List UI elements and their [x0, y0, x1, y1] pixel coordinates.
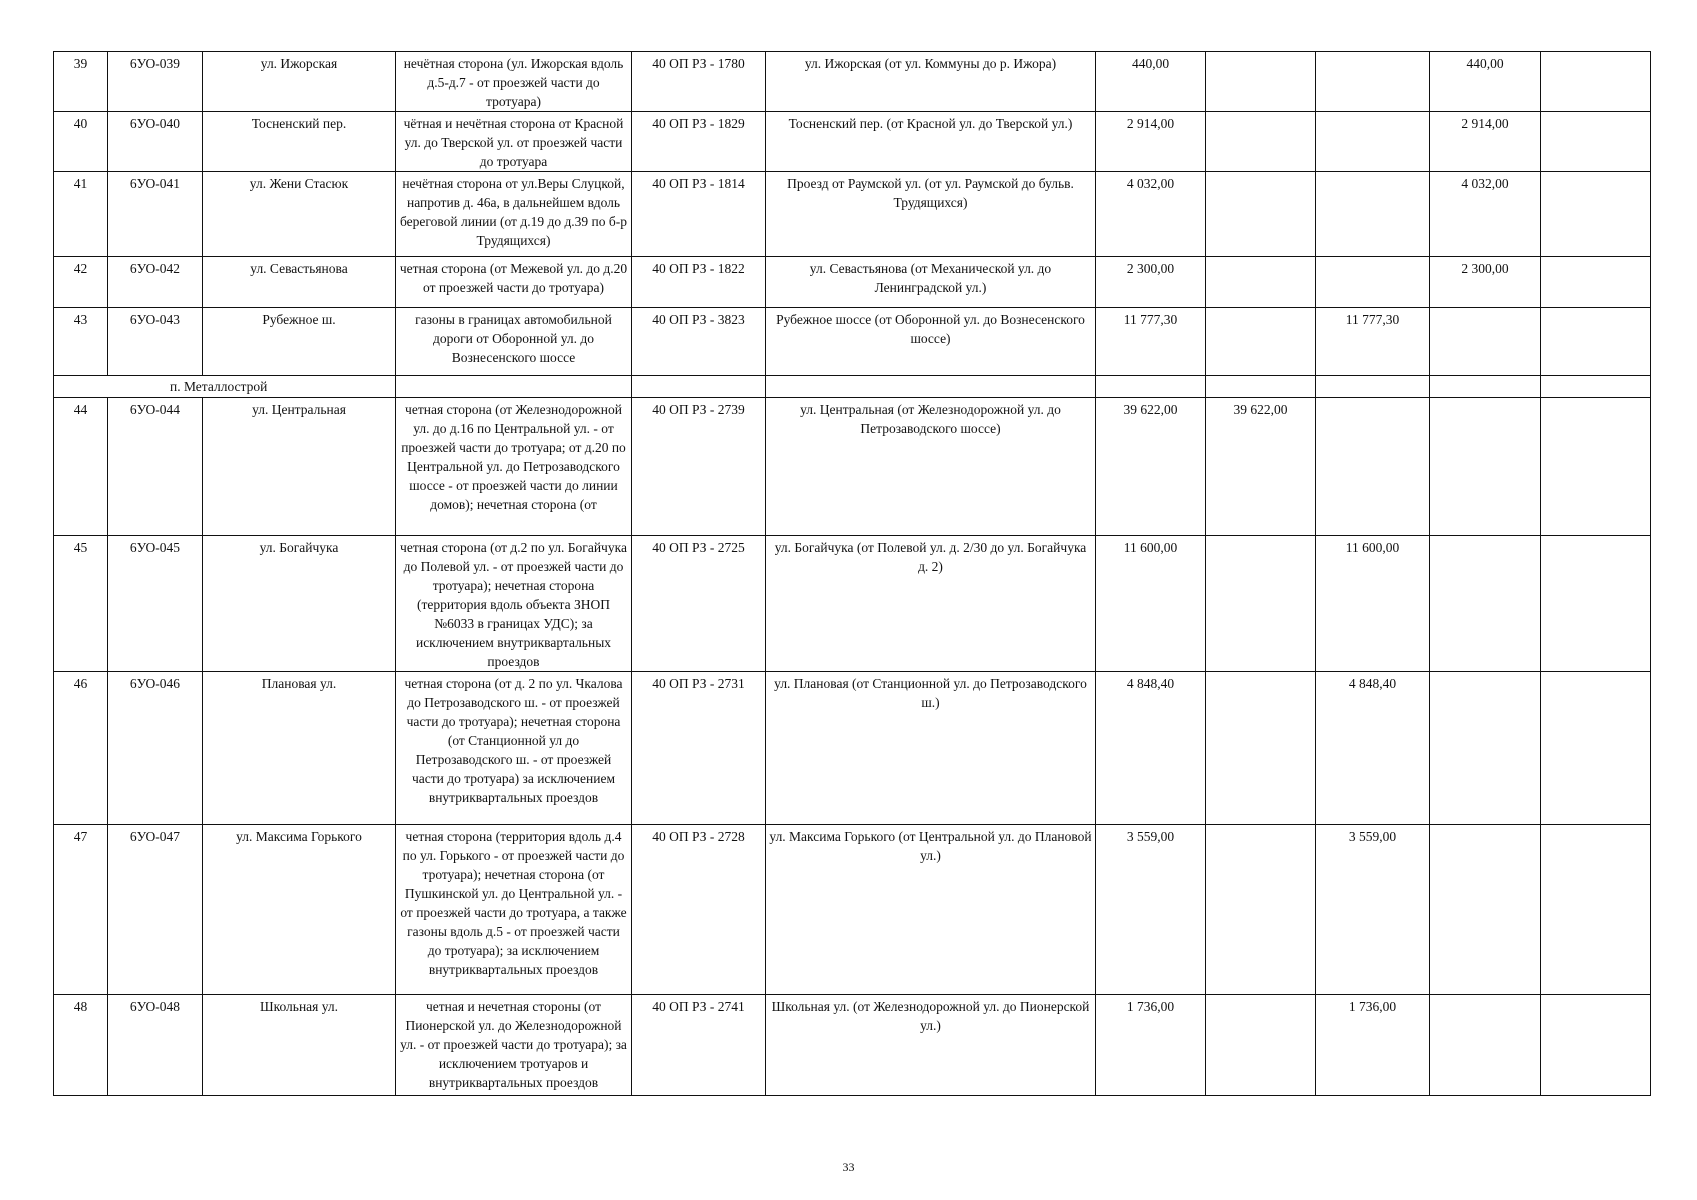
road-id: 40 ОП РЗ - 1822 [632, 257, 766, 308]
area-col-1: 39 622,00 [1206, 398, 1316, 536]
empty-cell [1096, 376, 1206, 398]
area-col-3 [1430, 995, 1541, 1096]
empty-cell [766, 376, 1096, 398]
row-number: 43 [54, 308, 108, 376]
area-col-3: 2 914,00 [1430, 112, 1541, 172]
empty-cell [1316, 376, 1430, 398]
total-area: 39 622,00 [1096, 398, 1206, 536]
register-table [53, 51, 1651, 1096]
area-col-4 [1541, 52, 1651, 112]
empty-cell [632, 376, 766, 398]
table-row [54, 172, 1651, 257]
area-description: четная и нечетная стороны (от Пионерской ул. до Железнодорожной ул. - от проезжей части до тротуара); за исключением тротуаров и внутриквартальных проездов [396, 995, 632, 1096]
area-col-4 [1541, 257, 1651, 308]
row-number: 44 [54, 398, 108, 536]
area-col-1 [1206, 257, 1316, 308]
road-name: ул. Плановая (от Станционной ул. до Петрозаводского ш.) [766, 672, 1096, 825]
area-col-4 [1541, 995, 1651, 1096]
total-area: 4 032,00 [1096, 172, 1206, 257]
object-code: 6УО-042 [108, 257, 203, 308]
total-area: 11 600,00 [1096, 536, 1206, 672]
area-col-4 [1541, 308, 1651, 376]
area-description: четная сторона (территория вдоль д.4 по ул. Горького - от проезжей части до тротуара); нечетная сторона (от Пушкинской ул. до Центральной ул. - от проезжей части до тротуара, а также газоны вдоль д.5 - от проезжей части до тротуара); за исключением внутриквартальных проездов [396, 825, 632, 995]
table-row [54, 536, 1651, 672]
road-id: 40 ОП РЗ - 1780 [632, 52, 766, 112]
area-col-3 [1430, 398, 1541, 536]
area-description: газоны в границах автомобильной дороги от Оборонной ул. до Вознесенского шоссе [396, 308, 632, 376]
street-name: ул. Центральная [203, 398, 396, 536]
area-col-2 [1316, 172, 1430, 257]
road-id: 40 ОП РЗ - 2739 [632, 398, 766, 536]
area-col-1 [1206, 52, 1316, 112]
row-number: 48 [54, 995, 108, 1096]
area-col-3 [1430, 308, 1541, 376]
object-code: 6УО-047 [108, 825, 203, 995]
road-id: 40 ОП РЗ - 2731 [632, 672, 766, 825]
empty-cell [1430, 376, 1541, 398]
road-id: 40 ОП РЗ - 2725 [632, 536, 766, 672]
street-name: ул. Жени Стасюк [203, 172, 396, 257]
area-col-1 [1206, 308, 1316, 376]
area-col-1 [1206, 112, 1316, 172]
total-area: 3 559,00 [1096, 825, 1206, 995]
road-id: 40 ОП РЗ - 2728 [632, 825, 766, 995]
table-row [54, 257, 1651, 308]
table-row [54, 825, 1651, 995]
row-number: 47 [54, 825, 108, 995]
area-col-2: 4 848,40 [1316, 672, 1430, 825]
area-col-4 [1541, 172, 1651, 257]
total-area: 2 300,00 [1096, 257, 1206, 308]
road-name: ул. Центральная (от Железнодорожной ул. до Петрозаводского шоссе) [766, 398, 1096, 536]
street-name: Тосненский пер. [203, 112, 396, 172]
road-name: ул. Богайчука (от Полевой ул. д. 2/30 до ул. Богайчука д. 2) [766, 536, 1096, 672]
area-description: четная сторона (от д.2 по ул. Богайчука до Полевой ул. - от проезжей части до тротуара); нечетная сторона (территория вдоль объекта ЗНОП №6033 в границах УДС); за исключением внутриквартальных проездов [396, 536, 632, 672]
area-description: нечётная сторона (ул. Ижорская вдоль д.5-д.7 - от проезжей части до тротуара) [396, 52, 632, 112]
area-col-2 [1316, 52, 1430, 112]
area-col-3: 4 032,00 [1430, 172, 1541, 257]
empty-cell [1541, 376, 1651, 398]
object-code: 6УО-041 [108, 172, 203, 257]
table-row [54, 398, 1651, 536]
object-code: 6УО-045 [108, 536, 203, 672]
row-number: 42 [54, 257, 108, 308]
area-col-3 [1430, 536, 1541, 672]
area-col-3: 2 300,00 [1430, 257, 1541, 308]
total-area: 1 736,00 [1096, 995, 1206, 1096]
area-col-2 [1316, 257, 1430, 308]
object-code: 6УО-048 [108, 995, 203, 1096]
section-title: п. Металлострой [54, 376, 396, 398]
row-number: 45 [54, 536, 108, 672]
area-col-1 [1206, 172, 1316, 257]
area-col-3 [1430, 825, 1541, 995]
area-col-4 [1541, 672, 1651, 825]
total-area: 440,00 [1096, 52, 1206, 112]
row-number: 46 [54, 672, 108, 825]
street-name: ул. Севастьянова [203, 257, 396, 308]
area-description: четная сторона (от Межевой ул. до д.20 от проезжей части до тротуара) [396, 257, 632, 308]
street-name: ул. Ижорская [203, 52, 396, 112]
table-row [54, 52, 1651, 112]
area-col-2: 11 777,30 [1316, 308, 1430, 376]
street-name: ул. Максима Горького [203, 825, 396, 995]
area-col-1 [1206, 825, 1316, 995]
road-id: 40 ОП РЗ - 1814 [632, 172, 766, 257]
area-col-2 [1316, 112, 1430, 172]
road-id: 40 ОП РЗ - 2741 [632, 995, 766, 1096]
table-row [54, 995, 1651, 1096]
street-name: Рубежное ш. [203, 308, 396, 376]
area-col-4 [1541, 825, 1651, 995]
total-area: 4 848,40 [1096, 672, 1206, 825]
empty-cell [396, 376, 632, 398]
road-name: ул. Севастьянова (от Механической ул. до Ленинградской ул.) [766, 257, 1096, 308]
area-col-3: 440,00 [1430, 52, 1541, 112]
object-code: 6УО-044 [108, 398, 203, 536]
row-number: 39 [54, 52, 108, 112]
section-row [54, 376, 1651, 398]
area-col-4 [1541, 398, 1651, 536]
empty-cell [1206, 376, 1316, 398]
area-col-2: 3 559,00 [1316, 825, 1430, 995]
page-number: 33 [842, 1160, 855, 1174]
total-area: 11 777,30 [1096, 308, 1206, 376]
road-name: ул. Ижорская (от ул. Коммуны до р. Ижора) [766, 52, 1096, 112]
area-col-1 [1206, 995, 1316, 1096]
road-id: 40 ОП РЗ - 3823 [632, 308, 766, 376]
road-name: Рубежное шоссе (от Оборонной ул. до Вознесенского шоссе) [766, 308, 1096, 376]
area-description: нечётная сторона от ул.Веры Слуцкой, напротив д. 46а, в дальнейшем вдоль береговой линии (от д.19 до д.39 по б-р Трудящихся) [396, 172, 632, 257]
row-number: 41 [54, 172, 108, 257]
table-row [54, 672, 1651, 825]
area-col-4 [1541, 112, 1651, 172]
area-description: четная сторона (от Железнодорожной ул. до д.16 по Центральной ул. - от проезжей части до тротуара; от д.20 по Центральной ул. до Петрозаводского шоссе - от проезжей части до линии домов); нечетная сторона (от [396, 398, 632, 536]
street-name: ул. Богайчука [203, 536, 396, 672]
area-col-2: 11 600,00 [1316, 536, 1430, 672]
area-col-2 [1316, 398, 1430, 536]
road-name: Тосненский пер. (от Красной ул. до Тверской ул.) [766, 112, 1096, 172]
road-name: Проезд от Раумской ул. (от ул. Раумской до бульв. Трудящихся) [766, 172, 1096, 257]
area-col-4 [1541, 536, 1651, 672]
area-col-3 [1430, 672, 1541, 825]
table-row [54, 308, 1651, 376]
total-area: 2 914,00 [1096, 112, 1206, 172]
object-code: 6УО-043 [108, 308, 203, 376]
area-description: чётная и нечётная сторона от Красной ул. до Тверской ул. от проезжей части до тротуара [396, 112, 632, 172]
street-name: Плановая ул. [203, 672, 396, 825]
area-col-1 [1206, 536, 1316, 672]
area-col-1 [1206, 672, 1316, 825]
road-name: Школьная ул. (от Железнодорожной ул. до Пионерской ул.) [766, 995, 1096, 1096]
area-description: четная сторона (от д. 2 по ул. Чкалова до Петрозаводского ш. - от проезжей части до тротуара); нечетная сторона (от Станционной ул до Петрозаводского ш. - от проезжей части до тротуара) за исключением внутриквартальных проездов [396, 672, 632, 825]
object-code: 6УО-040 [108, 112, 203, 172]
object-code: 6УО-046 [108, 672, 203, 825]
area-col-2: 1 736,00 [1316, 995, 1430, 1096]
table-row [54, 112, 1651, 172]
road-name: ул. Максима Горького (от Центральной ул. до Плановой ул.) [766, 825, 1096, 995]
row-number: 40 [54, 112, 108, 172]
object-code: 6УО-039 [108, 52, 203, 112]
street-name: Школьная ул. [203, 995, 396, 1096]
road-id: 40 ОП РЗ - 1829 [632, 112, 766, 172]
